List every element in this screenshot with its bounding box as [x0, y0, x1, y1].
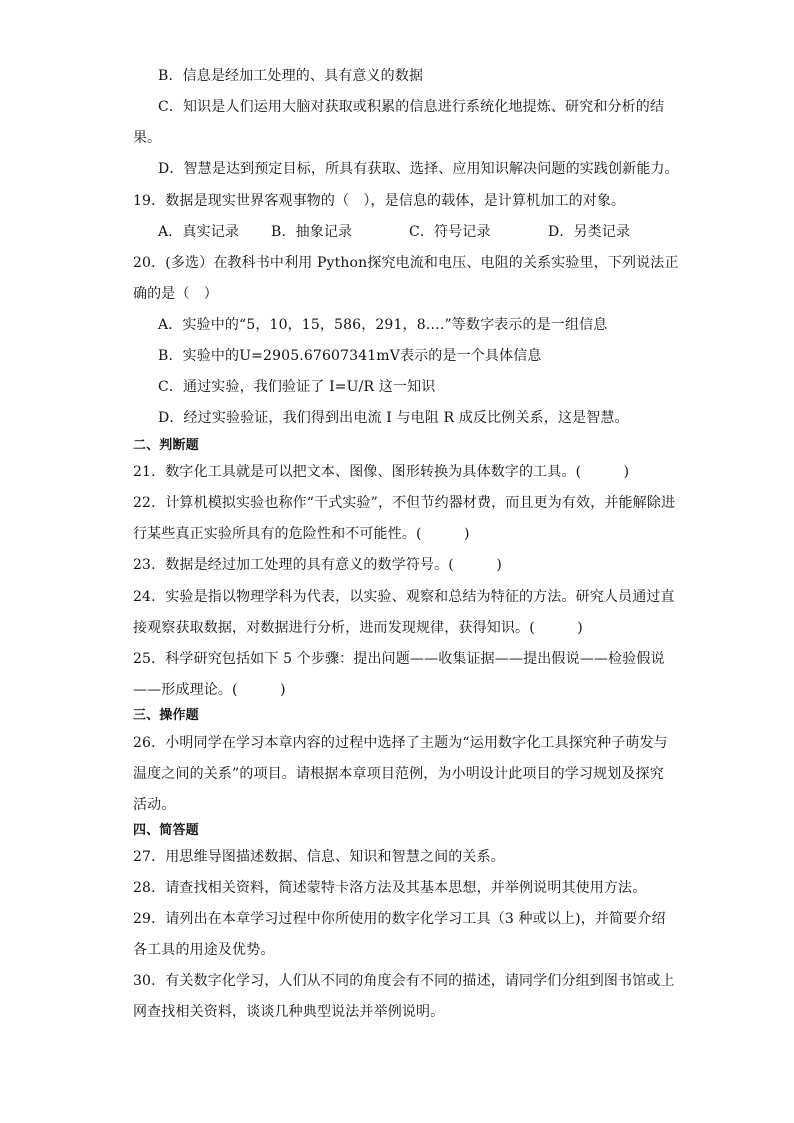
q22-line2: 行某些真正实验所具有的危险性和不可能性。( ) — [133, 526, 470, 542]
q27: 27．用思维导图描述数据、信息、知识和智慧之间的关系。 — [133, 849, 505, 865]
section-title-short-answer: 四、简答题 — [133, 823, 199, 838]
q19-option-a: A．真实记录 — [158, 224, 240, 240]
q26-line2: 温度之间的关系”的项目。请根据本章项目范例，为小明设计此项目的学习规划及探究 — [133, 766, 664, 782]
q20-option-d: D．经过实验验证，我们得到出电流 I 与电阻 R 成反比例关系，这是智慧。 — [158, 410, 629, 426]
q24-line2: 接观察获取数据，对数据进行分析，进而发现规律，获得知识。( ) — [133, 620, 583, 636]
q23: 23．数据是经过加工处理的具有意义的数学符号。( ) — [133, 557, 502, 573]
q29-line2: 各工具的用途及优势。 — [133, 942, 275, 958]
q24-line1: 24．实验是指以物理学科为代表，以实验、观察和总结为特征的方法。研究人员通过直 — [133, 589, 675, 605]
q22-line1: 22．计算机模拟实验也称作“干式实验”，不但节约器材费，而且更为有效，并能解除进 — [133, 495, 676, 511]
q30-line1: 30．有关数字化学习，人们从不同的角度会有不同的描述，请同学们分组到图书馆或上 — [133, 973, 675, 989]
q18-option-c-line1: C．知识是人们运用大脑对获取或积累的信息进行系统化地提炼、研究和分析的结 — [158, 99, 665, 115]
q26-line1: 26．小明同学在学习本章内容的过程中选择了主题为“运用数字化工具探究种子萌发与 — [133, 735, 668, 751]
q20-option-b: B．实验中的U=2905.67607341mV表示的是一个具体信息 — [158, 348, 542, 364]
q19-option-d: D．另类记录 — [548, 224, 631, 240]
q20-option-a: A．实验中的“5，10，15，586，291，8….”等数字表示的是一组信息 — [158, 317, 608, 333]
q21: 21．数字化工具就是可以把文本、图像、图形转换为具体数字的工具。( ) — [133, 464, 630, 480]
q18-option-b: B．信息是经加工处理的、具有意义的数据 — [158, 68, 424, 84]
q19-option-c: C．符号记录 — [409, 224, 491, 240]
q30-line2: 网查找相关资料，谈谈几种典型说法并举例说明。 — [133, 1004, 445, 1020]
q20-stem-line2: 确的是（ ） — [133, 286, 218, 302]
q19-options — [158, 223, 678, 331]
q29-line1: 29．请列出在本章学习过程中你所使用的数字化学习工具（3 种或以上)，并简要介绍 — [133, 911, 666, 927]
q20-option-c: C．通过实验，我们验证了 I=U/R 这一知识 — [158, 379, 436, 395]
q25-line1: 25．科学研究包括如下 5 个步骤：提出问题——收集证据——提出假说——检验假说 — [133, 651, 665, 667]
q19-option-b: B．抽象记录 — [271, 224, 353, 240]
section-title-operation: 三、操作题 — [133, 708, 199, 723]
q26-line3: 活动。 — [133, 797, 176, 813]
q18-option-c-line2: 果。 — [133, 130, 162, 146]
q20-stem-line1: 20．(多选）在教科书中利用 Python探究电流和电压、电阻的关系实验里，下列说法正 — [133, 255, 679, 271]
q19-stem: 19．数据是现实世界客观事物的（ ），是信息的载体，是计算机加工的对象。 — [133, 193, 626, 209]
section-title-judgment: 二、判断题 — [133, 438, 199, 453]
q25-line2: ——形成理论。( ) — [133, 682, 286, 698]
q28: 28．请查找相关资料，简述蒙特卡洛方法及其基本思想，并举例说明其使用方法。 — [133, 880, 647, 896]
q18-option-d: D．智慧是达到预定目标，所具有获取、选择、应用知识解决问题的实践创新能力。 — [158, 161, 679, 177]
